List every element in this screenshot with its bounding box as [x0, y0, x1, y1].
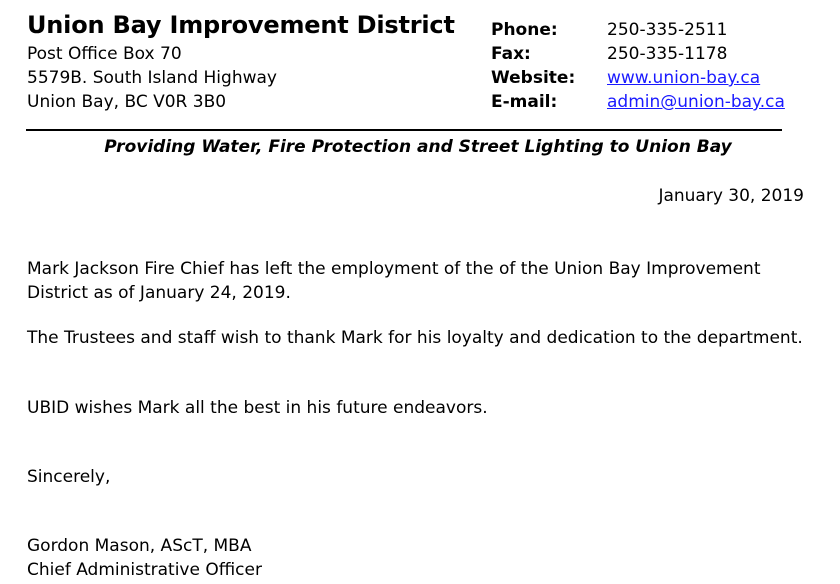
- phone-value: 250-335-2511: [607, 20, 728, 40]
- tagline: Providing Water, Fire Protection and Street Lighting to Union Bay: [104, 137, 732, 157]
- paragraph-departure: Mark Jackson Fire Chief has left the employment of the of the Union Bay Improvement District as of January 24, 2019.: [27, 259, 761, 303]
- website-link[interactable]: www.union-bay.ca: [607, 68, 761, 88]
- paragraph-thanks: The Trustees and staff wish to thank Mark for his loyalty and dedication to the department.: [27, 328, 803, 348]
- letter-date: January 30, 2019: [658, 186, 804, 206]
- address-line-1: Post Office Box 70: [27, 44, 182, 64]
- letterhead-divider: [26, 129, 782, 131]
- signature-title: Chief Administrative Officer: [27, 560, 262, 580]
- closing: Sincerely,: [27, 467, 111, 487]
- email-link[interactable]: admin@union-bay.ca: [607, 92, 785, 112]
- fax-value: 250-335-1178: [607, 44, 728, 64]
- paragraph-wishes: UBID wishes Mark all the best in his future endeavors.: [27, 398, 488, 418]
- address-line-3: Union Bay, BC V0R 3B0: [27, 92, 227, 112]
- organization-name: Union Bay Improvement District: [27, 11, 455, 39]
- signature-name: Gordon Mason, AScT, MBA: [27, 536, 252, 556]
- fax-label: Fax:: [491, 44, 531, 64]
- phone-label: Phone:: [491, 20, 558, 40]
- email-label: E-mail:: [491, 92, 558, 112]
- website-label: Website:: [491, 68, 576, 88]
- address-line-2: 5579B. South Island Highway: [27, 68, 277, 88]
